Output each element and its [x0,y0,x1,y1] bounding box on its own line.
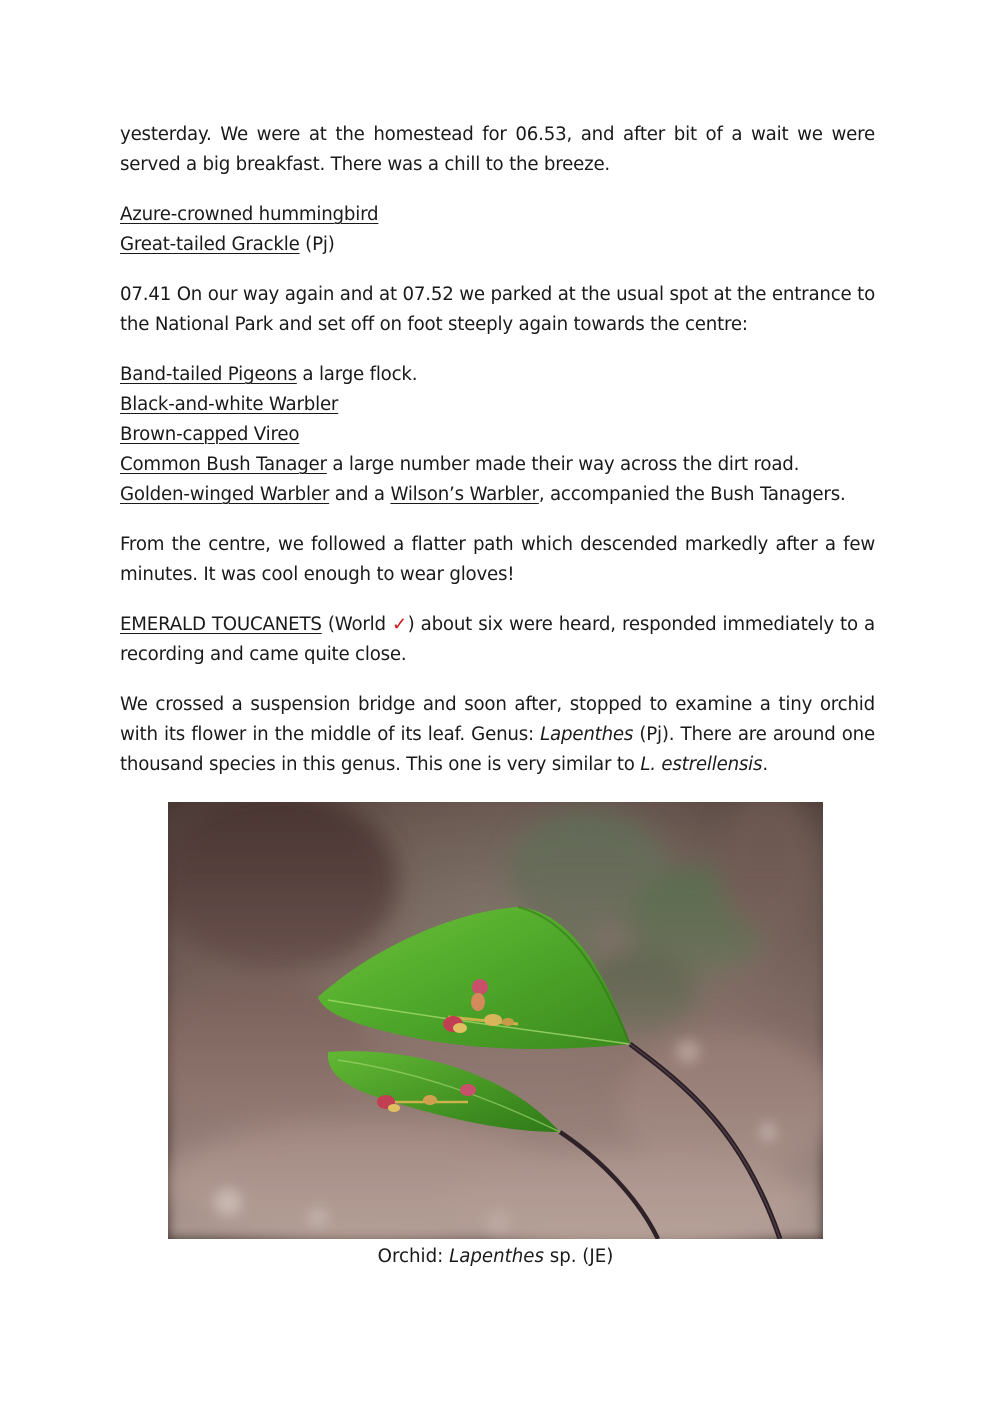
bird-name: Black-and-white Warbler [120,394,339,415]
bird-name: Common Bush Tanager [120,454,327,475]
bird-note: , accompanied the Bush Tanagers. [538,484,846,505]
intro-text: yesterday. We were at the homestead for 06.53, and after bit of a wait we were served a big breakfast. There was a chill to the breeze. [120,124,875,175]
bird-list-2 [120,360,875,510]
orchid-paragraph: We crossed a suspension bridge and soon after, stopped to examine a tiny orchid with its flower in the middle of its leaf. Genus: Lapenthes (Pj). There are around one thousand species in this genus. This one is very similar to L. estrellensis. [120,694,875,775]
bird-name: Great-tailed Grackle [120,234,300,255]
centre-paragraph [120,530,875,590]
list-item [120,200,875,230]
bird-note: a large flock. [296,364,418,385]
list-item [120,230,875,260]
bird-name: Brown-capped Vireo [120,424,300,445]
route-text: 07.41 On our way again and at 07.52 we parked at the usual spot at the entrance to the National Park and set off on foot steeply again towards the centre: [120,284,875,335]
list-item [120,360,875,390]
list-item: Golden-winged Warbler and a Wilson’s Warbler, accompanied the Bush Tanagers. [120,484,846,505]
photo-caption: Orchid: Lapenthes sp. (JE) [377,1246,614,1267]
bird-note: (Pj) [299,234,335,255]
genus-name: Lapenthes [540,724,634,745]
genus-name: Lapenthes [449,1246,544,1267]
bird-name: EMERALD TOUCANETS [120,614,322,635]
orchid-photo [168,802,823,1239]
route-paragraph [120,280,875,340]
list-item [120,420,875,450]
bird-name: Band-tailed Pigeons [120,364,297,385]
intro-paragraph [120,120,875,180]
list-item [120,390,875,420]
bird-list-1 [120,200,875,260]
list-item [120,450,875,480]
centre-text: From the centre, we followed a flatter path which descended markedly after a few minutes. It was cool enough to wear gloves! [120,534,875,585]
bird-name: Azure-crowned hummingbird [120,204,379,225]
bird-name: Golden-winged Warbler [120,484,330,505]
toucanet-paragraph: EMERALD TOUCANETS (World ✓) about six were heard, responded immediately to a recording and came quite close. [120,614,875,665]
checkmark-icon: ✓ [392,614,408,635]
species-name: L. estrellensis [640,754,763,775]
bird-note: a large number made their way across the dirt road. [326,454,800,475]
bird-name: Wilson’s Warbler [390,484,539,505]
